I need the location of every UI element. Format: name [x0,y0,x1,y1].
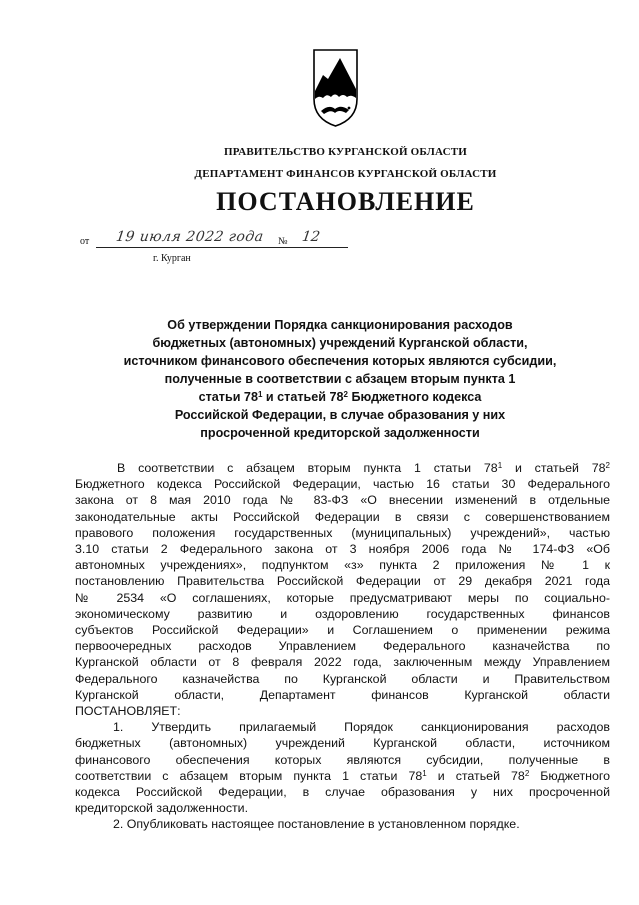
body-line: правового положения государственных (муниципальных) учреждений», частью [75,525,610,540]
department-name: ДЕПАРТАМЕНТ ФИНАНСОВ КУРГАНСКОЙ ОБЛАСТИ [194,168,497,180]
subject-line: статьи $78^1$ и статьей $78^2$ Бюджетного кодекса [198,390,482,404]
body-line: № 2534 «О соглашениях, которые предусматривают меры по социально- [75,590,610,605]
body-line: Федерального казначейства по Курганской области и Правительством [75,671,610,686]
government-name: ПРАВИТЕЛЬСТВО КУРГАНСКОЙ ОБЛАСТИ [223,146,468,158]
subject-line: Об утверждении Порядка санкционирования расходов [167,318,513,332]
handwritten-date: 19 июля 2022 года [114,229,265,245]
item-1-line: бюджетных (автономных) учреждений Курганской области, источником [75,736,610,751]
item-1-line: кодекса Российской Федерации, в случае образования у них просроченной [75,785,610,800]
item-1-line: финансового обеспечения которых являются субсидии, полученные в [75,752,610,767]
body-line: первоочередных расходов Управлением Федерального казначейства по [75,639,610,654]
body-line: субъектов Российской Федерации» и Соглашением о применении режима [75,623,610,638]
document-body [75,460,610,833]
body-line: экономическому развитию и оздоровлению государственных финансов [75,606,610,621]
document-type-title: ПОСТАНОВЛЕНИЕ [216,187,475,216]
body-line: закона от 8 мая 2010 года № 83-ФЗ «О внесении изменений в отдельные [75,493,610,508]
body-line: В соответствии с абзацем вторым пункта 1 статьи $78^1$ и статьей $78^2$ [117,461,610,475]
subject-line: источником финансового обеспечения которых являются субсидии, [123,354,557,368]
item-1-line: кредиторской задолженности. [75,801,249,816]
subject-line: Российской Федерации, в случае образования у них [174,408,506,422]
body-line: постановлению Правительства Российской Федерации от 29 декабря 2021 года [75,574,610,589]
coat-of-arms-icon [313,49,358,127]
item-2-line: 2. Опубликовать настоящее постановление в установленном порядке. [113,817,520,832]
document-subject [100,316,580,442]
subject-line: полученные в соответствии с абзацем вторым пункта 1 [164,372,516,386]
body-line: Бюджетного кодекса Российской Федерации, частью 16 статьи 30 Федерального [75,477,610,492]
subject-line: просроченной кредиторской задолженности [200,426,480,440]
handwritten-number: 12 [300,229,321,245]
item-1-line: соответствии с абзацем вторым пункта 1 статьи $78^1$ и статьей $78^2$ Бюджетного [75,768,610,783]
date-number-row [80,229,350,249]
date-label: от [80,236,90,247]
body-line: ПОСТАНОВЛЯЕТ: [75,704,181,719]
subject-line: бюджетных (автономных) учреждений Курганской области, [152,336,528,350]
body-line: Курганской области, Департамент финансов Курганской области [75,687,610,702]
body-line: автономных учреждениях», подпунктом «з» пункта 2 приложения № 1 к [75,558,610,573]
item-1-line: 1. Утвердить прилагаемый Порядок санкционирования расходов [113,720,610,735]
city-name: г. Курган [153,253,191,264]
body-line: Курганской области от 8 февраля 2022 года, заключенным между Управлением [75,655,610,670]
body-line: законодательные акты Российской Федерации в связи с совершенствованием [75,509,610,524]
number-underline [292,247,348,248]
body-line: 3.10 статьи 2 Федерального закона от 3 ноября 2006 года № 174-ФЗ «Об [75,542,610,557]
number-label: № [278,236,288,247]
